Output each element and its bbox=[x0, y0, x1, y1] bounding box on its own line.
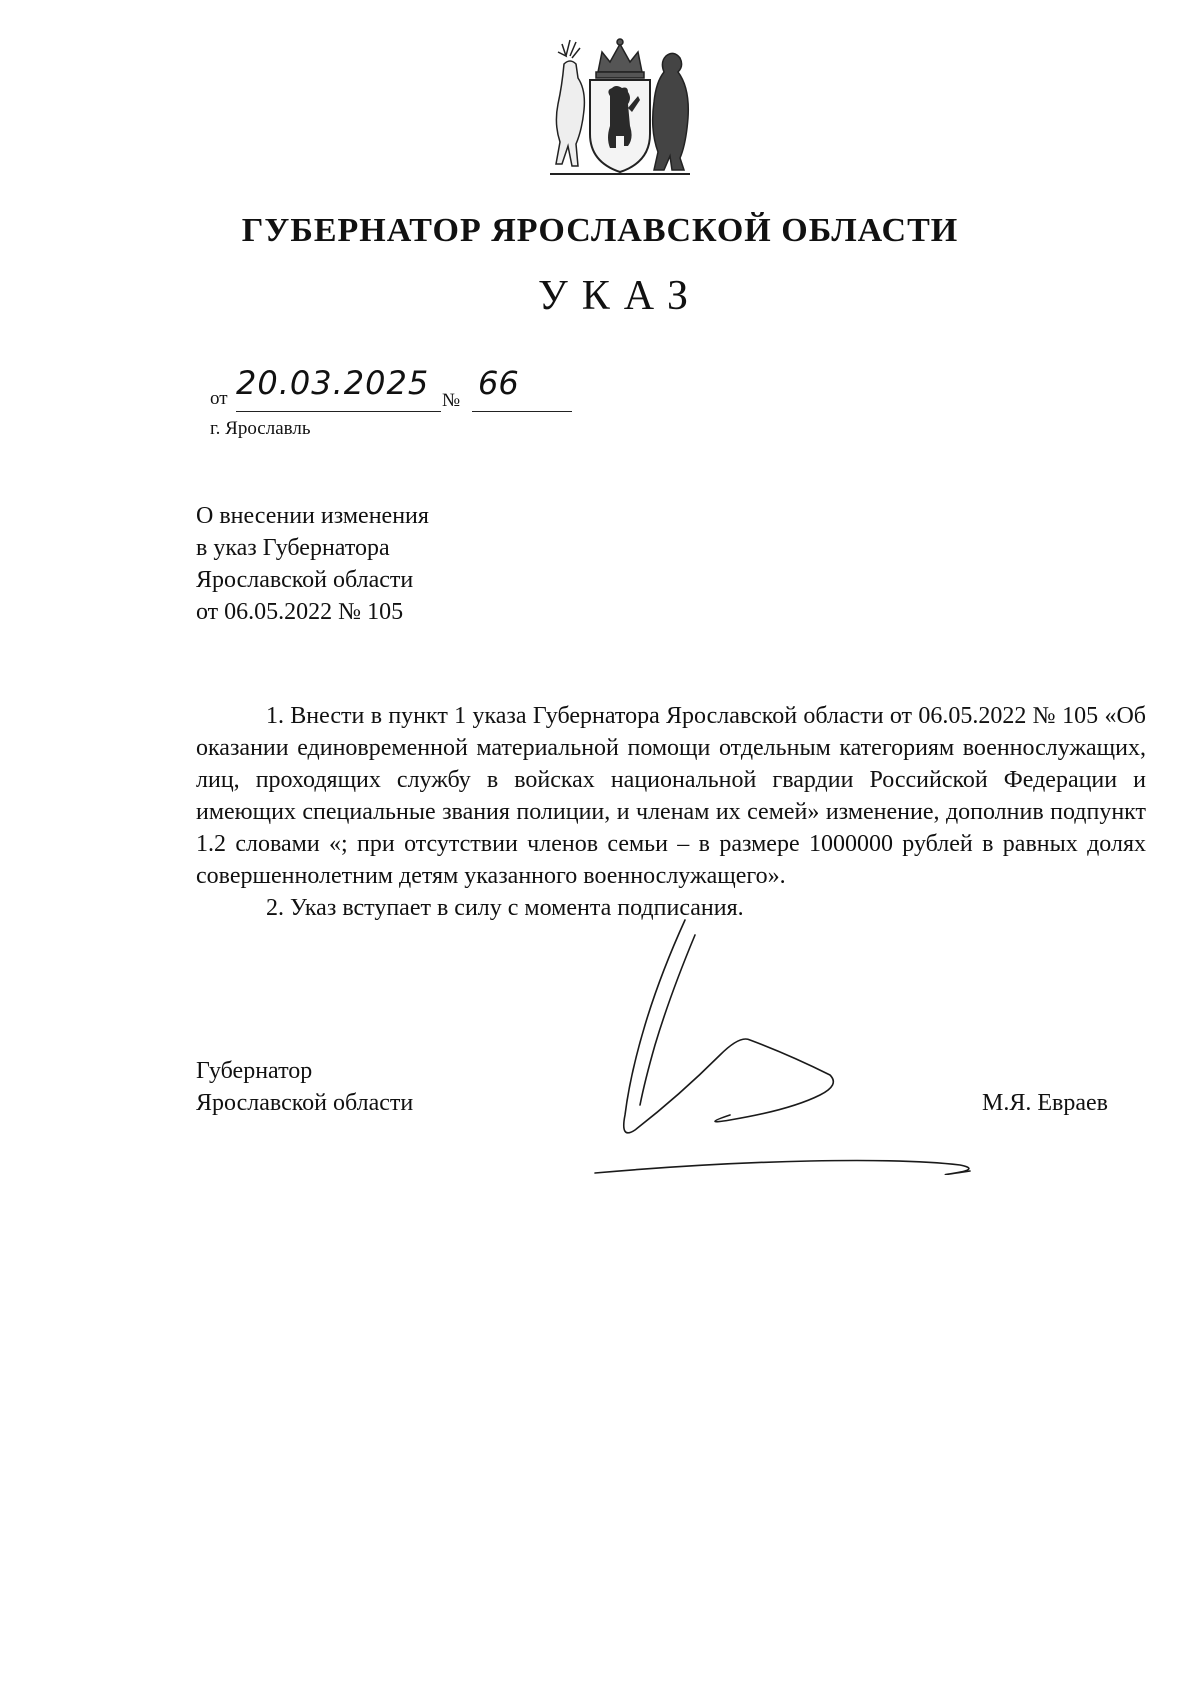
date-prefix: от bbox=[210, 388, 228, 409]
number-underline bbox=[472, 411, 572, 412]
document-number: 66 bbox=[478, 364, 519, 402]
issuing-authority: ГУБЕРНАТОР ЯРОСЛАВСКОЙ ОБЛАСТИ bbox=[241, 212, 959, 249]
registration-line bbox=[210, 364, 570, 414]
handwritten-signature-icon bbox=[590, 915, 1050, 1175]
signatory-title-line: Губернатор bbox=[196, 1058, 313, 1084]
document-body bbox=[196, 700, 1146, 924]
body-paragraph-1: 1. Внести в пункт 1 указа Губернатора Ярославской области от 06.05.2022 № 105 «Об оказании единовременной материальной помощи отдельным категориям военнослужащих, лиц, проходящих службу в войсках национальной гвардии Российской Федерации и имеющих специальные звания полиции, и членам их семей» изменение, дополнив подпункт 1.2 словами «; при отсутствии членов семьи – в размере 1000000 рублей в равных долях совершеннолетним детям указанного военнослужащего». bbox=[196, 703, 1146, 889]
signatory-title-line: Ярославской области bbox=[196, 1090, 414, 1116]
body-paragraph-2: 2. Указ вступает в силу с момента подписания. bbox=[266, 895, 744, 921]
subject-line: Ярославской области bbox=[196, 567, 414, 593]
signatory-title bbox=[196, 1055, 413, 1119]
document-type: УКАЗ bbox=[537, 273, 703, 319]
subject-line: в указ Губернатора bbox=[196, 535, 390, 561]
document-subject bbox=[196, 500, 429, 628]
date-underline bbox=[236, 411, 441, 412]
document-date: 20.03.2025 bbox=[236, 364, 430, 402]
number-sign: № bbox=[442, 390, 461, 411]
coat-of-arms-icon bbox=[540, 34, 700, 184]
subject-line: от 06.05.2022 № 105 bbox=[196, 599, 404, 625]
issue-city: г. Ярославль bbox=[210, 418, 311, 439]
subject-line: О внесении изменения bbox=[196, 503, 429, 529]
signatory-name: М.Я. Евраев bbox=[982, 1090, 1108, 1116]
